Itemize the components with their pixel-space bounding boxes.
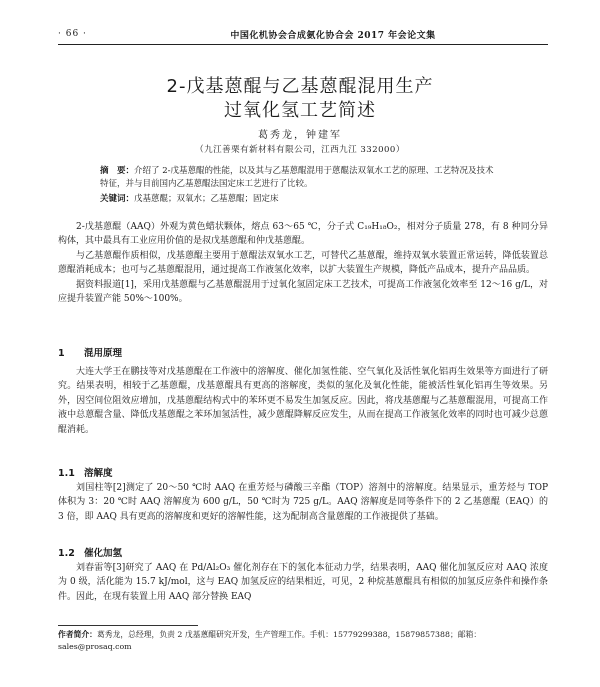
footnote-divider bbox=[58, 625, 198, 626]
footnote-text: 葛秀龙，总经理，负责 2 戊基蒽醌研究开发，生产管理工作。手机：15779299388，15879857388；邮箱：sales@prosaq.com bbox=[58, 630, 482, 651]
paper-title-line-1: 2-戊基蒽醌与乙基蒽醌混用生产 bbox=[166, 76, 434, 97]
section-heading-1-1 bbox=[58, 465, 548, 479]
authors: 葛秀龙，钟建军 bbox=[258, 130, 342, 141]
section-number: 1.2 bbox=[58, 548, 75, 559]
running-header bbox=[58, 26, 548, 42]
section-heading-1 bbox=[58, 345, 548, 359]
section-paragraph: 大连大学王在鹏技等对戊基蒽醌在工作液中的溶解度、催化加氢性能、空气氧化及活性氧化铝再生效果等方面进行了研究。结果表明，相较于乙基蒽醌，戊基蒽醌具有更高的溶解度，类似的氢化及氧化性能，能被活性氧化铝再生等效果。另外，因空间位阻效应增加，戊基蒽醌结构式中的苯环更不易发生加氢反应。因此，将戊基蒽醌与乙基蒽醌混用，可提高工作液中总蒽醌含量、降低戊基蒽醌之苯环加氢活性，减少蒽醌降解反应发生，从而在提高工作液氢化效率的同时也可减少总蒽醌消耗。 bbox=[58, 367, 548, 435]
author-footnote bbox=[58, 629, 548, 653]
section-heading-1-2 bbox=[58, 545, 548, 559]
section-1-1-body bbox=[58, 481, 548, 524]
keywords bbox=[100, 193, 500, 206]
header-divider bbox=[58, 44, 548, 45]
page-number: · 66 · bbox=[58, 29, 87, 39]
section-1-2-body bbox=[58, 561, 548, 604]
keywords-label: 关键词： bbox=[100, 194, 135, 204]
footnote-label: 作者简介： bbox=[58, 630, 97, 639]
section-title: 催化加氢 bbox=[84, 548, 123, 559]
section-paragraph: 刘春雷等[3]研究了 AAQ 在 Pd/Al₂O₃ 催化剂存在下的氢化本征动力学，结果表明，AAQ 催化加氢反应对 AAQ 浓度为 0 级，活化能为 15.7 kJ/mol，这与 EAQ 加氢反应的结果相近，可见，2 种烷基蒽醌具有相似的加氢反应条件和操作条件。因此，在现有装置上用 AAQ 部分替换 EAQ bbox=[58, 563, 548, 602]
section-paragraph: 刘国柱等[2]测定了 20～50 ℃时 AAQ 在重芳烃与磷酸三辛酯（TOP）溶剂中的溶解度。结果显示，重芳烃与 TOP 体积为 3：20 ℃时 AAQ 溶解度为 600 g/L，50 ℃时为 725 g/L。AAQ 溶解度是同等条件下的 2 乙基蒽醌（EAQ）的 3 倍，即 AAQ 具有更高的溶解度和更好的溶解性能，这为配制高含量蒽醌的工作液提供了基础。 bbox=[58, 483, 548, 522]
section-number: 1.1 bbox=[58, 468, 75, 479]
intro-paragraph: 2-戊基蒽醌（AAQ）外观为黄色蜡状颗体，熔点 63～65 ℃，分子式 C₁₉H₁₈O₂，相对分子质量 278，有 8 种同分异构体，其中最具有工业应用价值的是叔戊基蒽醌和仲戊基蒽醌。 bbox=[58, 222, 548, 247]
abstract-text: 介绍了 2-戊基蒽醌的性能，以及其与乙基蒽醌混用于蒽醌法双氧水工艺的原理、工艺特况及技术特征，并与目前国内乙基蒽醌法国定床工艺进行了比较。 bbox=[100, 166, 494, 189]
section-number: 1 bbox=[58, 348, 65, 359]
section-title: 溶解度 bbox=[84, 468, 113, 479]
intro-paragraph: 与乙基蒽醌作质相似，戊基蒽醌主要用于蒽醌法双氧水工艺，可替代乙基蒽醌，维持双氧水装置正常运转，降低装置总蒽醌消耗成本；也可与乙基蒽醌混用，通过提高工作液氢化效率，以扩大装置生产规模，降低产品成本，提升产品品质。 bbox=[58, 250, 548, 276]
affiliation: （九江善栗有新材料有限公司，江西九江 332000） bbox=[195, 145, 405, 155]
section-title: 混用原理 bbox=[84, 348, 123, 359]
section-1-body bbox=[58, 365, 548, 437]
abstract bbox=[100, 165, 500, 191]
abstract-label: 摘 要： bbox=[100, 166, 135, 176]
intro-paragraph: 据资料报道[1]，采用戊基蒽醌与乙基蒽醌混用于过氧化氢固定床工艺技术，可提高工作液氢化效率至 12～16 g/L，对应提升装置产能 50%～100%。 bbox=[58, 279, 548, 305]
journal-title: 中国化机协会合成氨化协合会 2017 年会论文集 bbox=[230, 30, 436, 41]
introduction bbox=[58, 220, 548, 306]
keywords-text: 戊基蒽醌；双氧水；乙基蒽醌；固定床 bbox=[134, 194, 279, 204]
paper-title-line-2: 过氧化氢工艺简述 bbox=[224, 100, 376, 121]
